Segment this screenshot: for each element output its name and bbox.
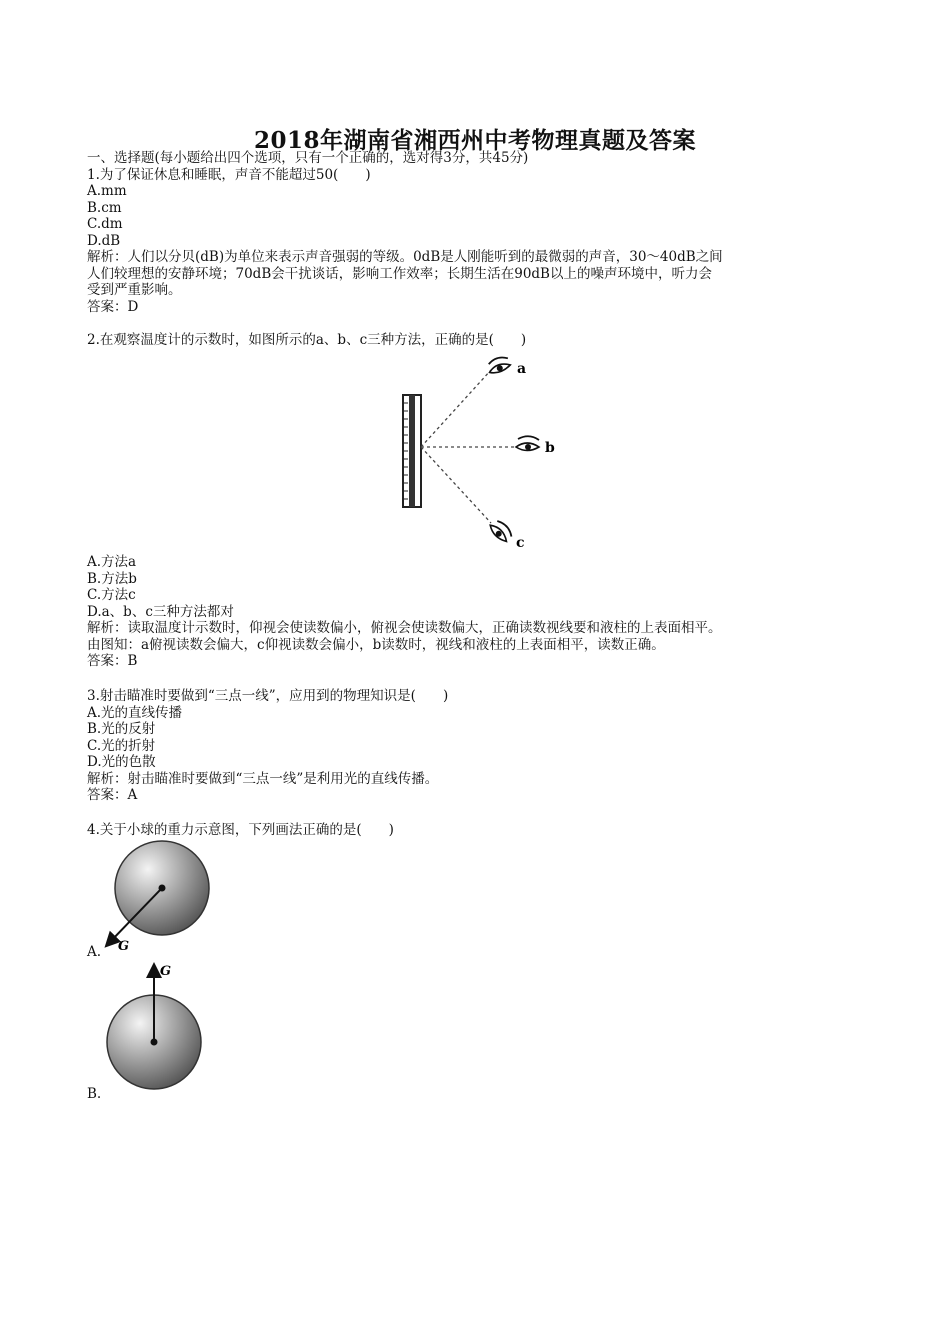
q4-option-b <box>87 1086 877 1103</box>
q4-option-b-label: B. <box>87 1086 102 1102</box>
sight-line-a <box>421 370 491 447</box>
gravity-label-b: G <box>160 964 172 979</box>
q3-answer: 答案：A <box>87 787 138 803</box>
q1-analysis-line1: 解析：人们以分贝(dB)为单位来表示声音强弱的等级。0dB是人刚能听到的最微弱的声音，30～40dB之间 <box>87 249 723 265</box>
ball-figure-a <box>100 840 220 955</box>
sight-line-c <box>421 447 491 523</box>
q2-analysis-line1: 解析：读取温度计示数时，仰视会使读数偏小，俯视会使读数偏大，正确读数视线要和液柱的上表面相平。 <box>87 620 722 636</box>
q1-option-c: C.dm <box>87 216 123 232</box>
thermometer-column <box>409 395 415 507</box>
q3-option-d: D.光的色散 <box>87 754 156 770</box>
q1-option-b: B.cm <box>87 199 122 216</box>
q4-stem: 4.关于小球的重力示意图，下列画法正确的是( ) <box>87 822 394 838</box>
section-heading: 一、选择题(每小题给出四个选项，只有一个正确的，选对得3分，共45分) <box>87 150 529 166</box>
q4-option-a-label: A. <box>87 944 102 960</box>
q3-analysis: 解析：射击瞄准时要做到“三点一线”是利用光的直线传播。 <box>87 770 439 787</box>
ball-figure-b <box>100 960 220 1095</box>
q2-option-a: A.方法a <box>87 554 137 570</box>
q4-option-a <box>87 944 877 961</box>
eye-b-label: b <box>545 440 555 456</box>
question-1-block <box>87 150 877 315</box>
q1-option-a: A.mm <box>87 183 127 199</box>
gravity-label-a: G <box>118 939 130 954</box>
q2-option-c: C.方法c <box>87 587 136 603</box>
thermometer-figure <box>395 355 565 555</box>
eye-a-icon <box>486 355 511 375</box>
eye-c-icon <box>488 518 514 544</box>
q1-analysis-line3: 受到严重影响。 <box>87 282 182 298</box>
question-3-block <box>87 688 877 804</box>
q2-stem-block <box>87 332 877 349</box>
q2-stem: 2.在观察温度计的示数时，如图所示的a、b、c三种方法，正确的是( ) <box>87 332 527 348</box>
q1-answer: 答案：D <box>87 298 139 315</box>
q3-option-a: A.光的直线传播 <box>87 704 183 721</box>
q2-answer: 答案：B <box>87 653 138 669</box>
eye-b-icon <box>516 436 539 450</box>
question-2-block <box>87 554 877 670</box>
eye-a-label: a <box>517 361 527 377</box>
q2-option-b: B.方法b <box>87 570 137 587</box>
q3-option-b: B.光的反射 <box>87 721 156 737</box>
q4-stem-block <box>87 822 877 839</box>
q1-option-d: D.dB <box>87 232 121 249</box>
document-title: 2018年湖南省湘西州中考物理真题及答案 <box>253 127 696 154</box>
q1-analysis-line2: 人们较理想的安静环境；70dB会干扰谈话，影响工作效率；长期生活在90dB以上的噪声环境中，听力会 <box>87 265 712 282</box>
eye-c-label: c <box>516 535 525 551</box>
q3-stem: 3.射击瞄准时要做到“三点一线”，应用到的物理知识是( ) <box>87 688 449 704</box>
q3-option-c: C.光的折射 <box>87 737 156 754</box>
q2-option-d: D.a、b、c三种方法都对 <box>87 603 234 620</box>
q1-stem: 1.为了保证休息和睡眠，声音不能超过50( ) <box>87 166 371 183</box>
q2-analysis-line2: 由图知：a俯视读数会偏大，c仰视读数会偏小，b读数时，视线和液柱的上表面相平，读数正确。 <box>87 636 665 653</box>
